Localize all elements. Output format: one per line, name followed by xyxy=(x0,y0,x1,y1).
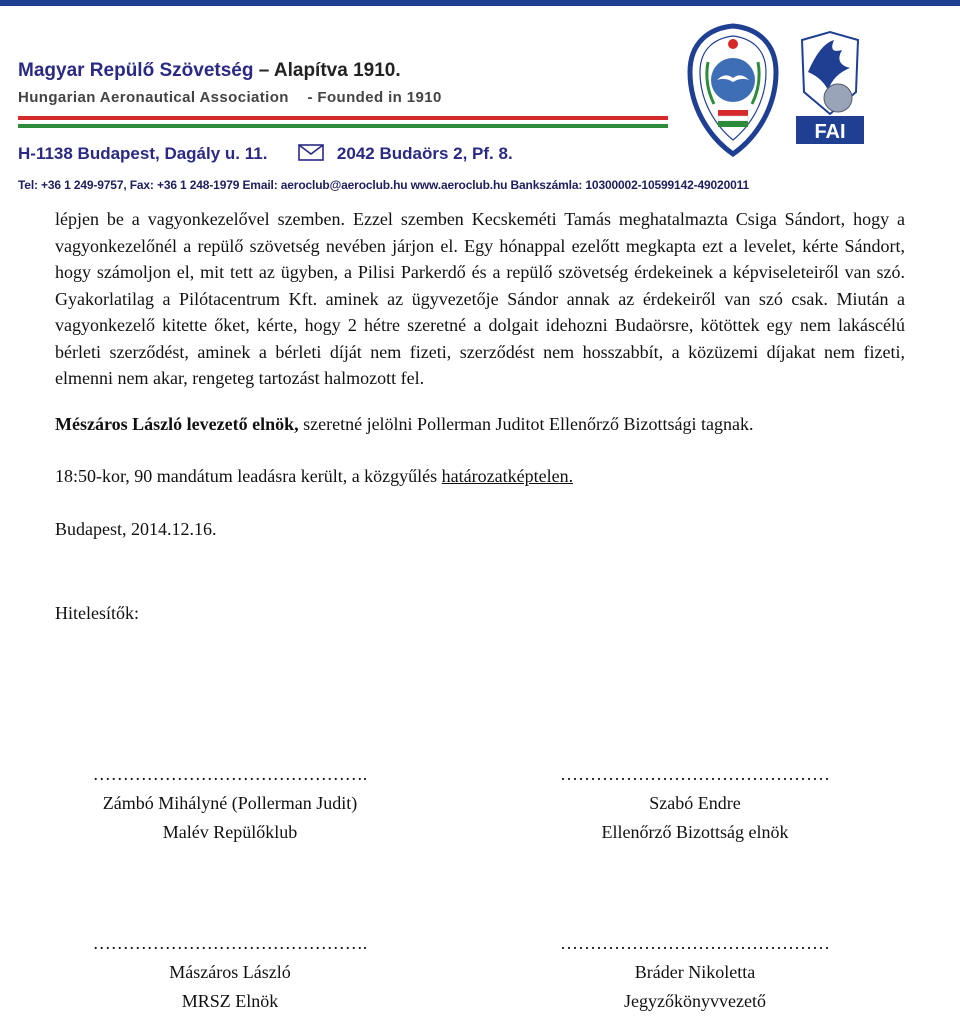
document-body xyxy=(55,206,905,627)
paragraph-main: lépjen be a vagyonkezelővel szemben. Ezzel szemben Kecskeméti Tamás meghatalmazta Csiga Sándort, hogy a vagyonkezelőnél a repülő szövetség nevében járjon el. Egy hónappal ezelőtt megkapta ezt a levelet, kérte Sándort, hogy számoljon el, mit tett az ügyben, a Pilisi Parkerdő és a repülő szövetség érdekeinek a képviseleteiről van szó. Gyakorlatilag a Pilótacentrum Kft. aminek az ügyvezetője Sándor annak az érdekeiről van szó csak. Miután a vagyonkezelő kitette őket, kérte, hogy 2 hétre szeretné a dolgait idehozni Budaörsre, kötöttek egy nem lakáscélú bérleti szerződést, aminek a bérleti díját nem fizeti, szerződést nem hosszabbít, a közüzemi díjakat nem fizeti, elmenni nem akar, rengeteg tartozást halmozott fel. xyxy=(55,209,905,388)
quorum-text: 18:50-kor, 90 mandátum leadásra került, a közgyűlés xyxy=(55,466,442,486)
letterhead-top-stripe xyxy=(0,0,960,6)
signature-line: ……………………………………… xyxy=(560,764,830,784)
signature-block xyxy=(485,929,905,1016)
founded-hu: – Alapítva 1910. xyxy=(258,60,401,81)
signatory-name: Bráder Nikoletta xyxy=(634,962,756,982)
hungarian-flag-stripe xyxy=(18,116,668,130)
quorum-result: határozatképtelen. xyxy=(441,466,574,486)
org-name-hu: Magyar Repülő Szövetség xyxy=(18,60,254,81)
signature-line: ………………………………………. xyxy=(92,764,368,784)
envelope-icon xyxy=(298,144,324,166)
association-emblem-icon xyxy=(684,22,782,158)
postal-address: 2042 Budaörs 2, Pf. 8. xyxy=(336,144,513,163)
signatory-name: Szabó Endre xyxy=(649,793,741,813)
signature-block xyxy=(20,760,440,847)
signatory-role: MRSZ Elnök xyxy=(181,991,279,1011)
address-line xyxy=(18,144,513,166)
contact-line: Tel: +36 1 249-9757, Fax: +36 1 248-1979 Email: aeroclub@aeroclub.hu www.aeroclub.hu Bankszámla: 10300002-10599142-49020011 xyxy=(18,178,749,192)
signature-line: ………………………………………. xyxy=(92,933,368,953)
signatory-name: Zámbó Mihályné (Pollerman Judit) xyxy=(102,793,358,813)
org-name-en: Hungarian Aeronautical Association xyxy=(18,89,289,106)
chairman-name: Mészáros László levezető elnök, xyxy=(55,413,299,434)
paragraph-quorum xyxy=(55,463,905,490)
fai-label: FAI xyxy=(814,121,846,143)
street-address: H-1138 Budapest, Dagály u. 11. xyxy=(18,144,268,163)
signature-block xyxy=(20,929,440,1016)
signatory-role: Ellenőrző Bizottság elnök xyxy=(601,822,789,842)
paragraph-nomination xyxy=(55,411,905,438)
letterhead xyxy=(0,0,960,200)
nomination-text: szeretné jelölni Pollerman Juditot Ellenőrző Bizottsági tagnak. xyxy=(298,413,754,434)
org-name-english xyxy=(18,89,442,106)
signatory-role: Jegyzőkönyvvezető xyxy=(624,991,766,1011)
founded-en: - Founded in 1910 xyxy=(307,89,442,106)
authenticators-label: Hitelesítők: xyxy=(55,603,139,623)
signature-line: ……………………………………… xyxy=(560,933,830,953)
signatory-name: Mászáros László xyxy=(169,962,291,982)
org-name-hungarian xyxy=(18,60,401,82)
signatory-role: Malév Repülőklub xyxy=(162,822,298,842)
fai-logo-icon xyxy=(794,30,866,146)
signature-block xyxy=(485,760,905,847)
place-date: Budapest, 2014.12.16. xyxy=(55,518,217,539)
